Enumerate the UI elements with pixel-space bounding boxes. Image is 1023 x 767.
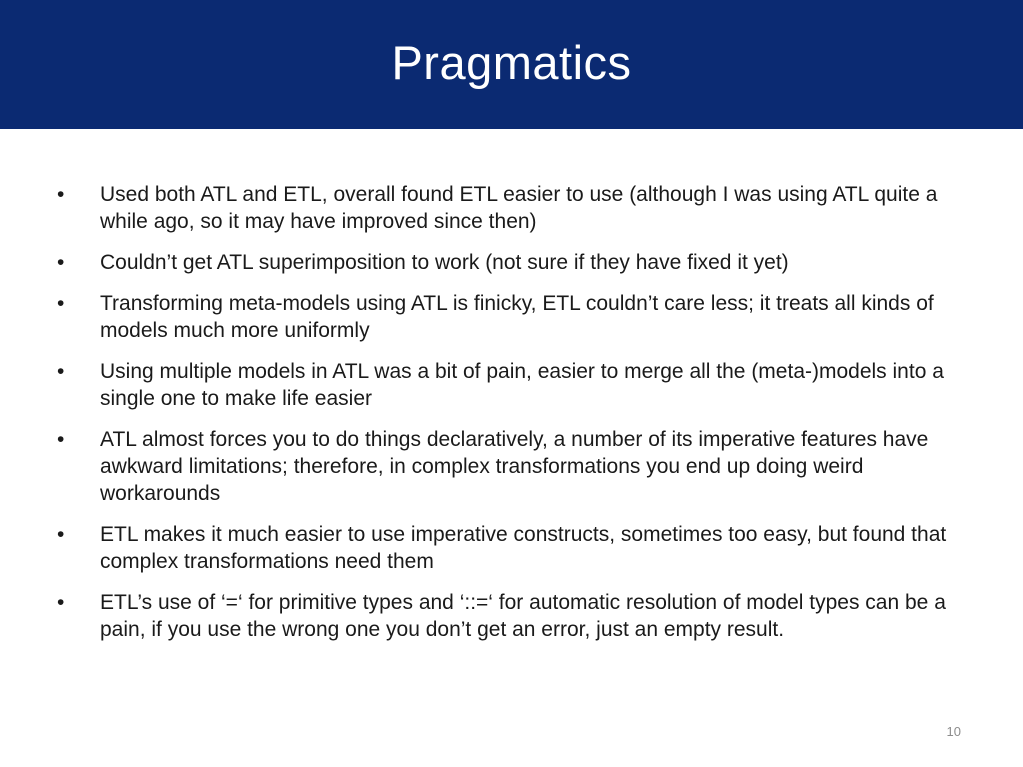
- bullet-item: [55, 290, 975, 344]
- bullet-point-icon: •: [57, 251, 65, 274]
- bullet-text: ATL almost forces you to do things declaratively, a number of its imperative features have awkward limitations; therefore, in complex transformations you end up doing weird workarounds: [100, 428, 929, 505]
- bullet-point-icon: •: [57, 428, 65, 451]
- bullet-item: [55, 589, 975, 643]
- bullet-text: Couldn’t get ATL superimposition to work (not sure if they have fixed it yet): [100, 251, 789, 274]
- bullet-list: [55, 181, 975, 657]
- bullet-item: [55, 426, 975, 507]
- bullet-point-icon: •: [57, 591, 65, 614]
- page-number: 10: [946, 724, 961, 739]
- bullet-item: [55, 181, 975, 235]
- bullet-text: Used both ATL and ETL, overall found ETL easier to use (although I was using ATL quite a while ago, so it may have improved since then): [100, 183, 938, 233]
- bullet-item: [55, 249, 975, 276]
- bullet-item: [55, 521, 975, 575]
- bullet-text: ETL makes it much easier to use imperative constructs, sometimes too easy, but found that complex transformations need them: [100, 523, 947, 573]
- bullet-item: [55, 358, 975, 412]
- bullet-text: ETL’s use of ‘=‘ for primitive types and ‘::=‘ for automatic resolution of model types can be a pain, if you use the wrong one you don’t get an error, just an empty result.: [100, 591, 946, 641]
- slide-title: Pragmatics: [391, 36, 632, 89]
- bullet-point-icon: •: [57, 360, 65, 383]
- bullet-point-icon: •: [57, 183, 65, 206]
- bullet-point-icon: •: [57, 292, 65, 315]
- bullet-point-icon: •: [57, 523, 65, 546]
- bullet-text: Transforming meta-models using ATL is finicky, ETL couldn’t care less; it treats all kinds of models much more uniformly: [100, 292, 934, 342]
- title-bar: [0, 0, 1023, 129]
- bullet-text: Using multiple models in ATL was a bit of pain, easier to merge all the (meta-)models into a single one to make life easier: [100, 360, 944, 410]
